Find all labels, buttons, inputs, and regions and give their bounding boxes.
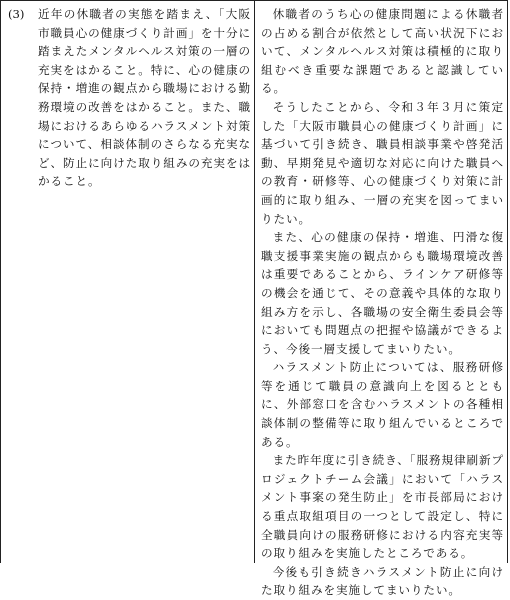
request-item xyxy=(8,5,251,191)
request-text: 近年の休職者の実態を踏まえ、「大阪市職員心の健康づくり計画」を十分に踏まえたメンタルヘルス対策の一層の充実をはかること。特に、心の健康の保持・増進の観点から職場における勤務環境の改善をはかること。また、職場におけるあらゆるハラスメント対策について、相談体制のさらなる充実など、防止に向けた取り組みの充実をはかること。 xyxy=(38,7,251,189)
response-paragraph: また、心の健康の保持・増進、円滑な復職支援事業実施の観点からも職場環境改善は重要であることから、ラインケア研修等の機会を通じて、その意義や具体的な取り組み方を示し、各職場の安全衛生委員会等においても問題点の把握や協議ができるよう、今後一層支援してまいりたい。 xyxy=(261,230,504,356)
item-number: (3) xyxy=(8,7,25,21)
response-paragraph: 今後も引き続きハラスメント防止に向けた取り組みを実施してまいりたい。 xyxy=(261,564,504,598)
response-column xyxy=(255,1,507,598)
response-paragraph: 休職者のうち心の健康問題による休職者の占める割合が依然として高い状況下において、メンタルヘルス対策は積極的に取り組むべき重要な課題であると認識している。 xyxy=(261,7,504,96)
response-paragraph: また昨年度に引き続き、「服務規律刷新プロジェクトチーム会議」において「ハラスメント事案の発生防止」を市長部局における重点取組項目の一つとして設定し、特に全職員向けの服務研修における内容充実等の取り組みを実施したところである。 xyxy=(261,453,504,561)
response-paragraph: ハラスメント防止については、服務研修等を通じて職員の意識向上を図るとともに、外部窓口を含むハラスメントの各種相談体制の整備等に取り組んでいるところである。 xyxy=(261,360,504,449)
response-paragraph: そうしたことから、令和３年３月に策定した「大阪市職員心の健康づくり計画」に基づいて引き続き、職員相談事業や啓発活動、早期発見や適切な対応に向けた職員への教育・研修等、心の健康づくり対策に計画的に取り組み、一層の充実を図ってまいりたい。 xyxy=(261,99,504,226)
request-column xyxy=(1,1,255,563)
